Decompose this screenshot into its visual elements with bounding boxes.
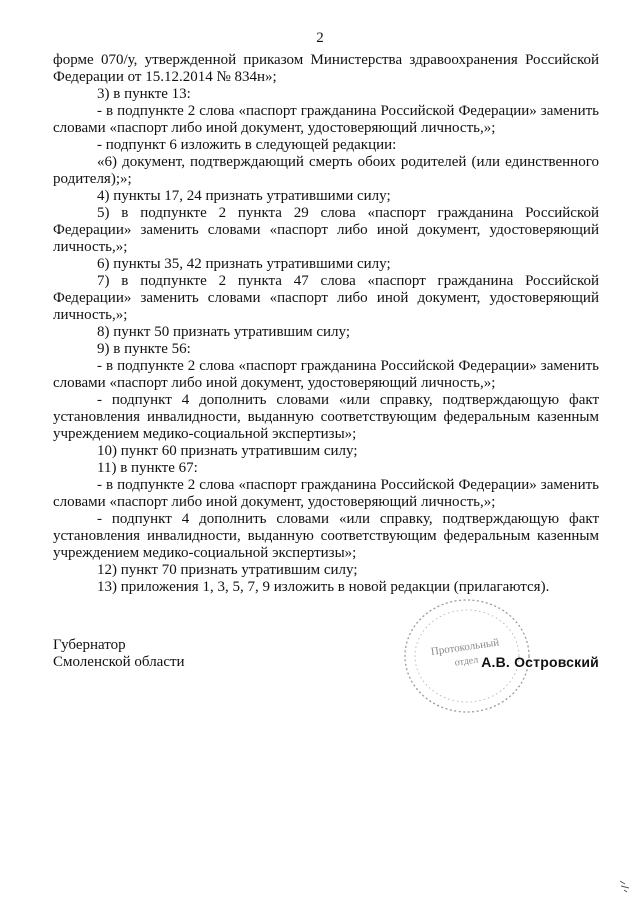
- stamp-line-2: отдел: [454, 654, 479, 669]
- paragraph-3: - в подпункте 2 слова «паспорт гражданина Российской Федерации» заменить словами «паспорт либо иной документ, удостоверяющий личность,»;: [53, 103, 599, 136]
- paragraph-15: 11) в пункте 67:: [97, 460, 198, 476]
- paragraph-19: 13) приложения 1, 3, 5, 7, 9 изложить в новой редакции (прилагаются).: [97, 579, 550, 595]
- paragraph-6: 4) пункты 17, 24 признать утратившими силу;: [97, 188, 391, 204]
- paragraph-9: 7) в подпункте 2 пункта 47 слова «паспорт гражданина Российской Федерации» заменить словами «паспорт либо иной документ, удостоверяющий личность,»;: [53, 273, 599, 323]
- signatory-name: А.В. Островский: [481, 654, 599, 670]
- signature-block: [53, 637, 599, 671]
- paragraph-12: - в подпункте 2 слова «паспорт гражданина Российской Федерации» заменить словами «паспорт либо иной документ, удостоверяющий личность,»;: [53, 358, 599, 391]
- paragraph-5: «6) документ, подтверждающий смерть обоих родителей (или единственного родителя);»;: [53, 154, 599, 187]
- paragraph-2: 3) в пункте 13:: [97, 86, 191, 102]
- paragraph-7: 5) в подпункте 2 пункта 29 слова «паспорт гражданина Российской Федерации» заменить словами «паспорт либо иной документ, удостоверяющий личность,»;: [53, 205, 599, 255]
- corner-mark-icon: [618, 878, 632, 894]
- signatory-region: Смоленской области: [53, 654, 185, 670]
- paragraph-14: 10) пункт 60 признать утратившим силу;: [97, 443, 358, 459]
- signatory-title: Губернатор: [53, 637, 126, 653]
- document-body: [53, 52, 599, 596]
- stamp-line-1: Протокольный: [430, 636, 500, 658]
- paragraph-17: - подпункт 4 дополнить словами «или справку, подтверждающую факт установления инвалидности, выданную соответствующим федеральным казенным учреждением медико-социальной экспертизы»;: [53, 511, 599, 561]
- paragraph-10: 8) пункт 50 признать утратившим силу;: [97, 324, 351, 340]
- paragraph-8: 6) пункты 35, 42 признать утратившими силу;: [97, 256, 391, 272]
- page-number: 2: [316, 30, 324, 46]
- paragraph-4: - подпункт 6 изложить в следующей редакции:: [97, 137, 397, 153]
- paragraph-18: 12) пункт 70 признать утратившим силу;: [97, 562, 358, 578]
- paragraph-1: форме 070/у, утвержденной приказом Министерства здравоохранения Российской Федерации от 15.12.2014 № 834н»;: [53, 52, 599, 85]
- paragraph-16: - в подпункте 2 слова «паспорт гражданина Российской Федерации» заменить словами «паспорт либо иной документ, удостоверяющий личность,»;: [53, 477, 599, 510]
- paragraph-11: 9) в пункте 56:: [97, 341, 191, 357]
- paragraph-13: - подпункт 4 дополнить словами «или справку, подтверждающую факт установления инвалидности, выданную соответствующим федеральным казенным учреждением медико-социальной экспертизы»;: [53, 392, 599, 442]
